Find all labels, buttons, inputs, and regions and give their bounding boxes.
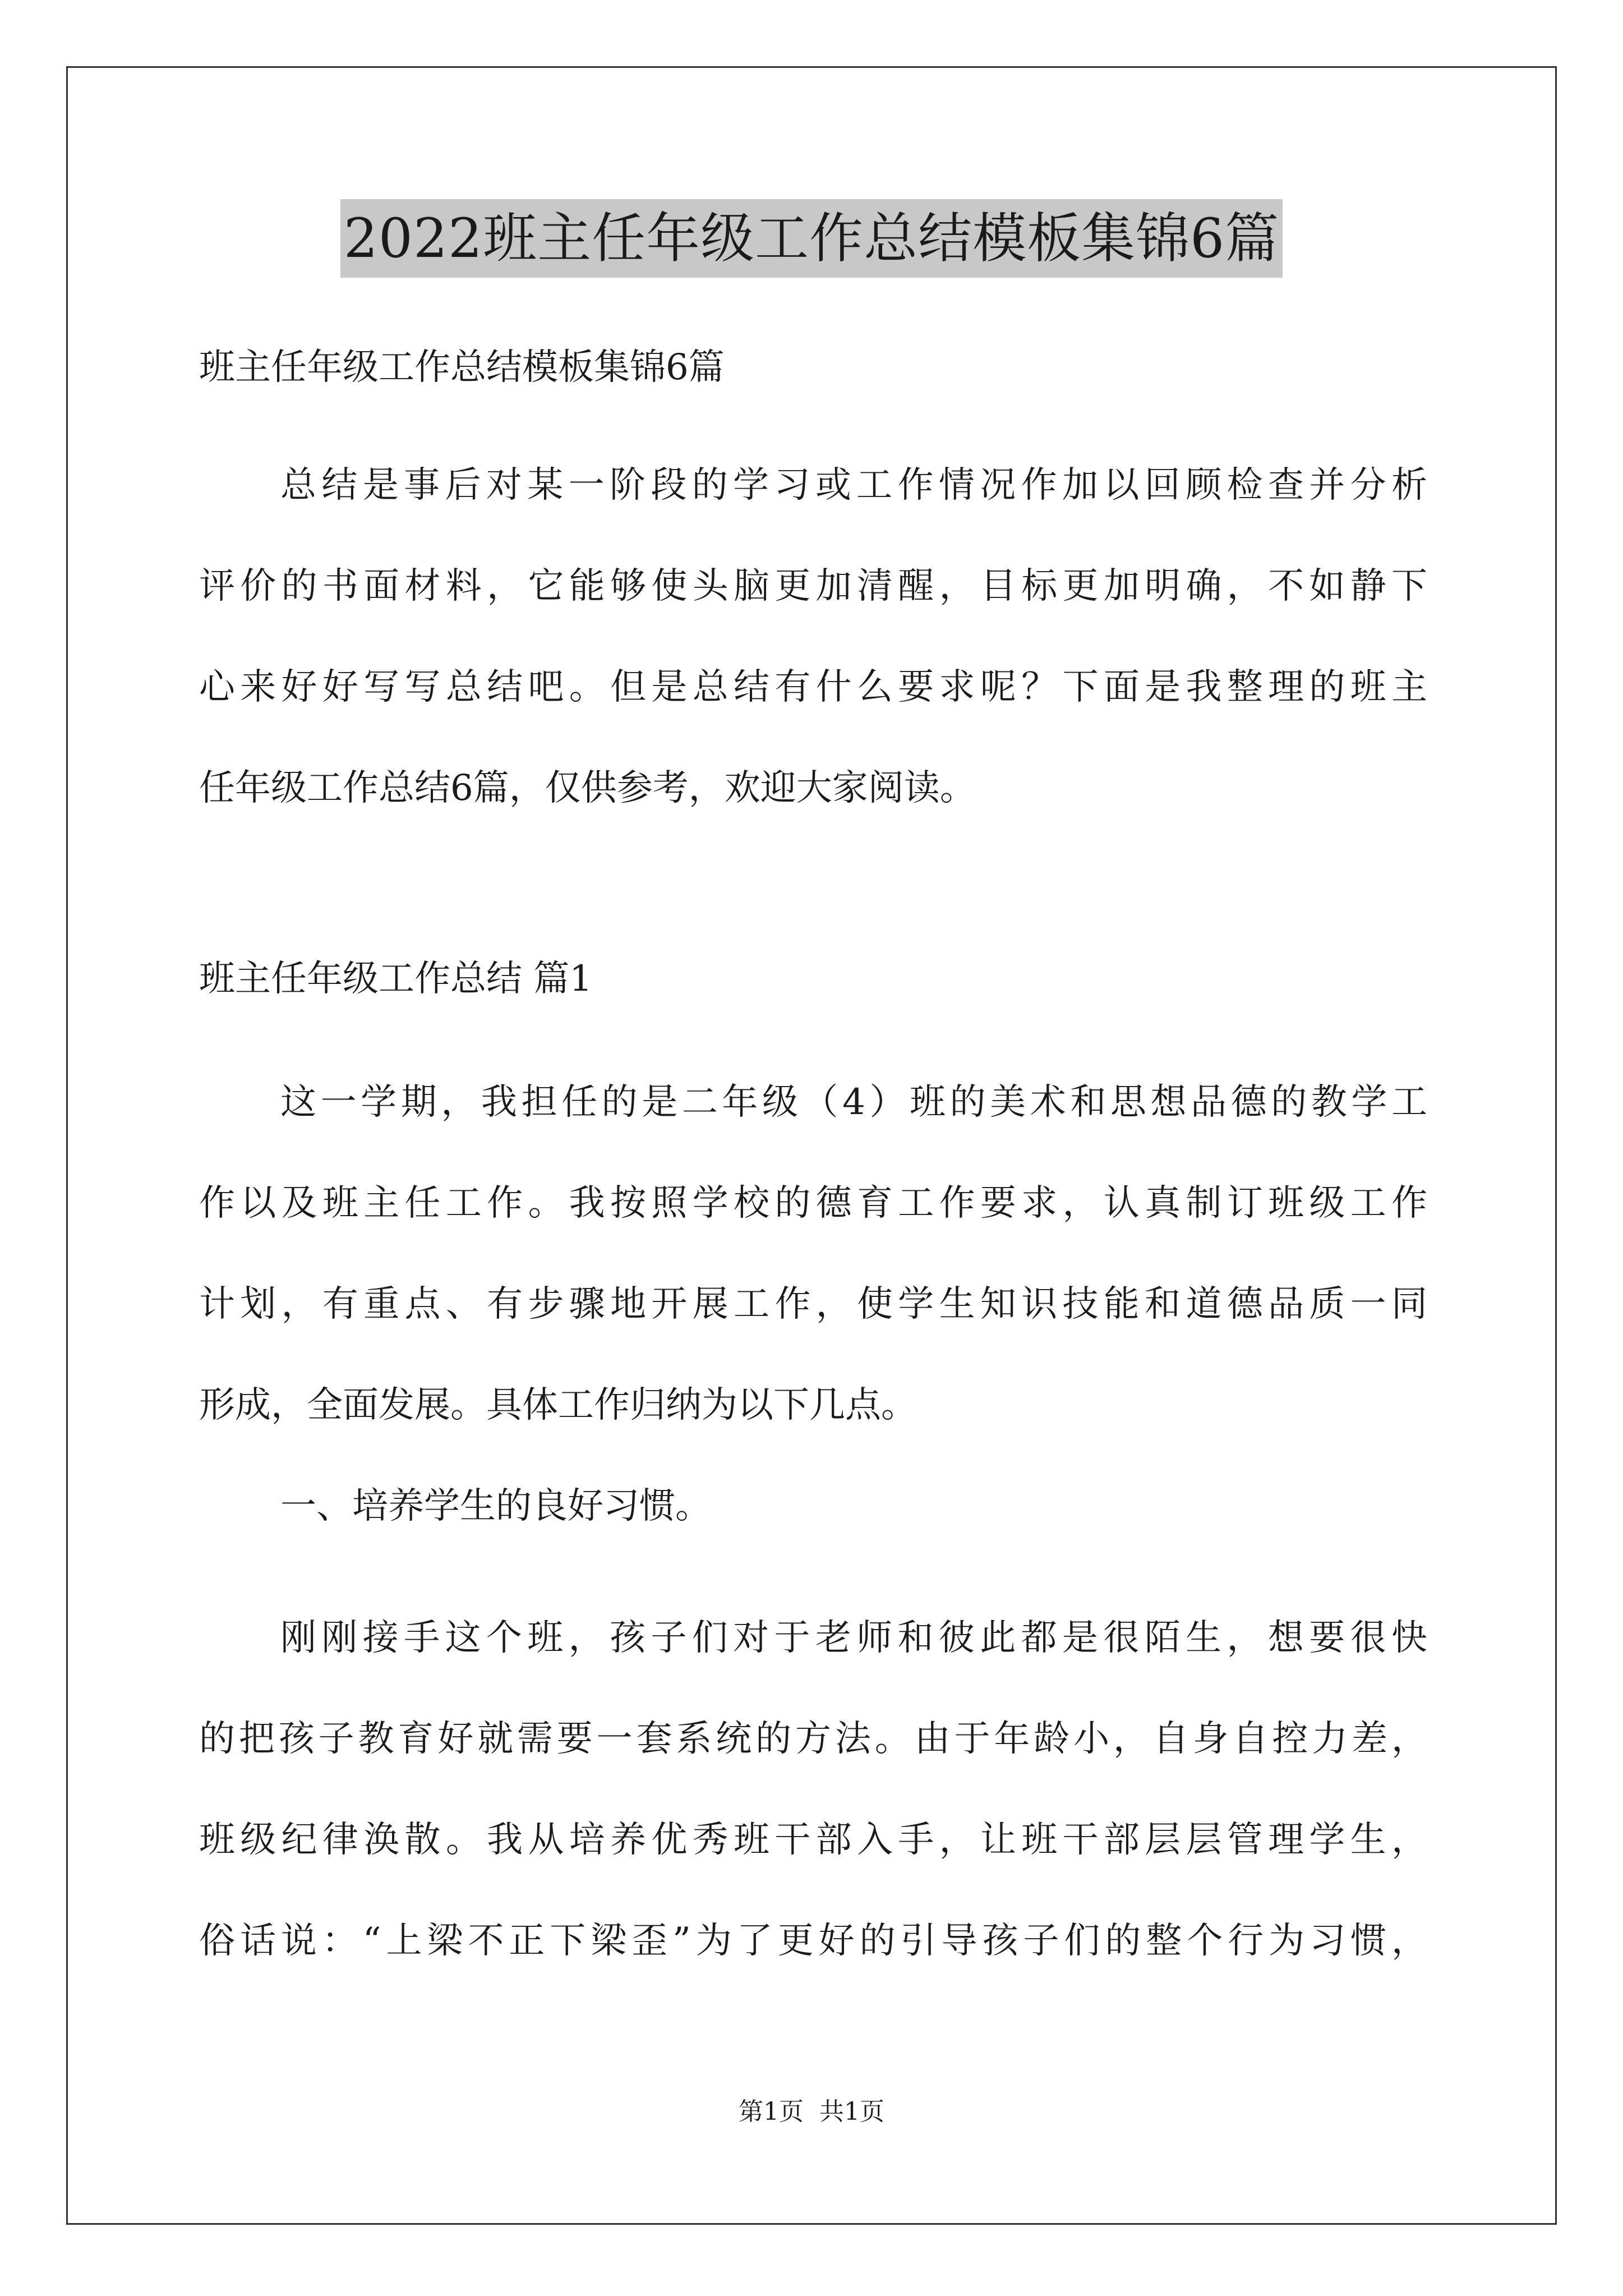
para1-line-2: 作以及班主任工作。我按照学校的德育工作要求，认真制订班级工作 xyxy=(199,1182,1427,1224)
point-heading-1: 一、培养学生的良好习惯。 xyxy=(280,1485,711,1527)
para1-line-4: 形成，全面发展。具体工作归纳为以下几点。 xyxy=(199,1384,917,1426)
para2-line-1: 刚刚接手这个班，孩子们对于老师和彼此都是很陌生，想要很快 xyxy=(280,1617,1427,1659)
intro-line-4: 任年级工作总结6篇，仅供参考，欢迎大家阅读。 xyxy=(199,767,976,809)
footer-page-number: 第1页 xyxy=(739,2097,804,2126)
para2-line-3: 班级纪律涣散。我从培养优秀班干部入手，让班干部层层管理学生， xyxy=(199,1819,1427,1861)
footer-total-pages: 共1页 xyxy=(819,2097,884,2126)
para1-line-1: 这一学期，我担任的是二年级（4）班的美术和思想品德的教学工 xyxy=(280,1082,1427,1123)
intro-line-2: 评价的书面材料，它能够使头脑更加清醒，目标更加明确，不如静下 xyxy=(199,565,1427,607)
para2-line-2: 的把孩子教育好就需要一套系统的方法。由于年龄小，自身自控力差， xyxy=(199,1718,1427,1760)
page-footer xyxy=(0,2095,1623,2129)
intro-line-1: 总结是事后对某一阶段的学习或工作情况作加以回顾检查并分析 xyxy=(280,464,1427,506)
title-wrap xyxy=(0,199,1623,278)
para1-line-3: 计划，有重点、有步骤地开展工作，使学生知识技能和道德品质一同 xyxy=(199,1283,1427,1325)
document-title: 2022班主任年级工作总结模板集锦6篇 xyxy=(340,199,1283,278)
document-subtitle: 班主任年级工作总结模板集锦6篇 xyxy=(199,347,725,388)
intro-line-3: 心来好好写写总结吧。但是总结有什么要求呢？下面是我整理的班主 xyxy=(199,666,1427,708)
para2-line-4: 俗话说：“上梁不正下梁歪”为了更好的引导孩子们的整个行为习惯， xyxy=(199,1920,1427,1962)
section-heading: 班主任年级工作总结 篇1 xyxy=(199,958,593,1000)
